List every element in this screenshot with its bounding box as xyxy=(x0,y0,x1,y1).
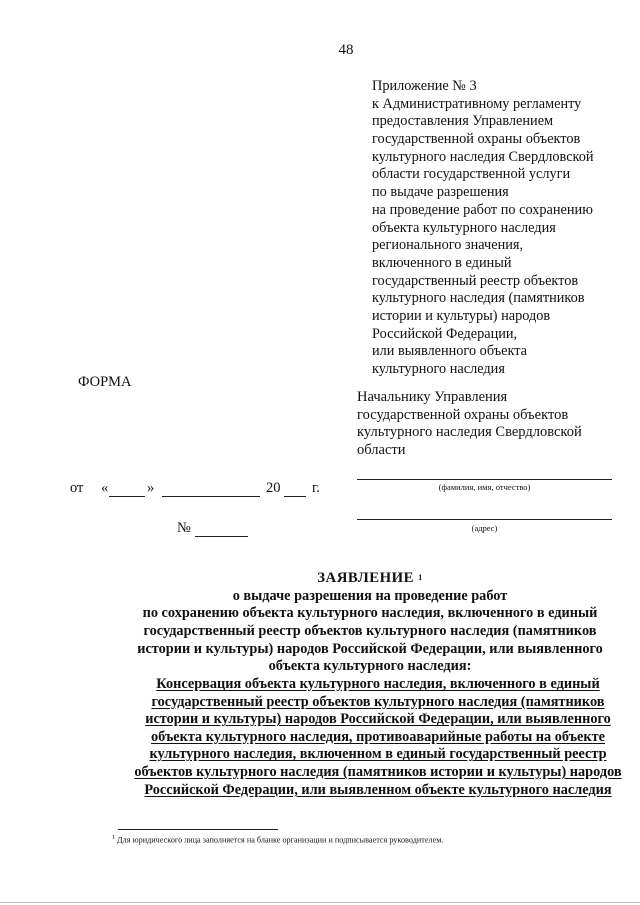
work-type-line: объектов культурного наследия (памятников истории и культуры) народов xyxy=(134,763,622,780)
appendix-block xyxy=(372,78,634,379)
appendix-line: Приложение № 3 xyxy=(372,78,477,94)
heading-text: ЗАЯВЛЕНИЕ xyxy=(317,570,415,586)
address-caption: (адрес) xyxy=(471,523,498,533)
number-label: № xyxy=(177,520,191,536)
appendix-line: истории и культуры) народов xyxy=(372,307,551,324)
date-month-field[interactable] xyxy=(162,496,260,497)
fio-caption: (фамилия, имя, отчество) xyxy=(438,482,531,492)
work-type-block xyxy=(78,676,640,799)
appendix-line: Российской Федерации, xyxy=(372,325,518,342)
addressee-line: государственной охраны объектов xyxy=(357,406,569,423)
appendix-line: по выдаче разрешения xyxy=(372,184,509,201)
page-number: 48 xyxy=(338,42,354,58)
addressee-line: Начальнику Управления xyxy=(357,389,508,405)
form-label: ФОРМА xyxy=(78,374,132,390)
footnote-number: 1 xyxy=(112,835,115,841)
title-line: истории и культуры) народов Российской Федерации, или выявленного xyxy=(137,640,603,657)
footnote-text: Для юридического лица заполняется на бланке организации и подписывается руководителем. xyxy=(117,835,444,845)
date-quote-open: « xyxy=(101,480,109,496)
appendix-line: или выявленного объекта xyxy=(372,343,527,360)
date-from-label: от xyxy=(70,480,84,496)
addressee-block xyxy=(357,389,582,459)
date-year-field[interactable] xyxy=(284,496,306,497)
title-line: объекта культурного наследия: xyxy=(268,658,472,675)
page-bottom-edge xyxy=(0,902,640,903)
work-type-line: Консервация объекта культурного наследия, включенного в единый xyxy=(156,676,600,692)
work-type-line: государственный реестр объектов культурного наследия (памятников xyxy=(151,693,605,710)
appendix-line: государственный реестр объектов xyxy=(372,272,579,289)
appendix-line: культурного наследия Свердловской xyxy=(372,148,594,165)
work-type-line: истории и культуры) народов Российской Федерации, или выявленного xyxy=(145,711,611,728)
appendix-line: на проведение работ по сохранению xyxy=(372,201,593,218)
footnote-separator xyxy=(118,829,278,830)
address-field-line[interactable] xyxy=(357,519,612,520)
date-day-field[interactable] xyxy=(109,496,145,497)
date-year-suffix: г. xyxy=(312,480,320,496)
appendix-line: области государственной услуги xyxy=(372,166,571,183)
appendix-line: объекта культурного наследия xyxy=(372,219,556,236)
footnote-mark: 1 xyxy=(418,573,423,582)
application-heading xyxy=(70,570,640,588)
appendix-line: к Административному регламенту xyxy=(372,95,582,112)
appendix-line: регионального значения, xyxy=(372,237,524,254)
appendix-line: включенного в единый xyxy=(372,254,512,271)
appendix-line: культурного наследия (памятников xyxy=(372,290,585,307)
fio-field-line[interactable] xyxy=(357,479,612,480)
footnote xyxy=(112,835,443,845)
work-type-line: Российской Федерации, или выявленном объекте культурного наследия xyxy=(144,781,612,798)
title-line: по сохранению объекта культурного наследия, включенного в единый xyxy=(142,605,598,622)
appendix-line: государственной охраны объектов xyxy=(372,131,581,148)
application-title xyxy=(70,570,640,676)
title-line: о выдаче разрешения на проведение работ xyxy=(232,587,508,604)
addressee-line: области xyxy=(357,441,406,458)
work-type-line: культурного наследия, включенном в единый государственный реестр xyxy=(149,746,607,763)
date-quote-close: » xyxy=(147,480,155,496)
addressee-line: культурного наследия Свердловской xyxy=(357,424,582,441)
number-field[interactable] xyxy=(195,536,248,537)
date-year-prefix: 20 xyxy=(266,480,281,496)
work-type-line: объекта культурного наследия, противоаварийные работы на объекте xyxy=(151,728,605,745)
appendix-line: культурного наследия xyxy=(372,361,505,377)
appendix-line: предоставления Управлением xyxy=(372,113,554,130)
title-line: государственный реестр объектов культурного наследия (памятников xyxy=(143,623,597,640)
